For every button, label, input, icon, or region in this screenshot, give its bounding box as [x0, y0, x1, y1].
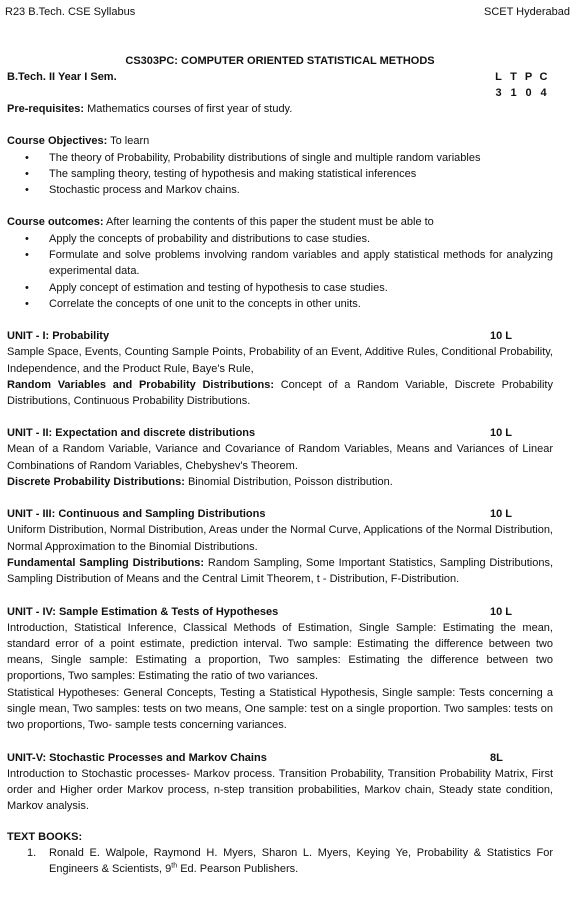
- page-header: [5, 6, 570, 20]
- course-outcomes: [7, 214, 553, 312]
- ltpc-value-c: 4: [540, 87, 547, 99]
- ltpc-header-p: P: [524, 71, 533, 83]
- unit-body: Introduction, Statistical Inference, Classical Methods of Estimation, Single Sample: Estimating the mean, standard error of a point estimate, prediction interval. Two sample: Estimating the difference between two means, Single sample: Estimating a proportion, Two samples: Estimating the difference between two proportions, Two samples: Estimating the ratio of two variances.: [7, 621, 553, 683]
- unit-1-heading: [7, 328, 553, 344]
- prerequisites-label: Pre-requisites:: [7, 103, 85, 115]
- unit-1: [7, 328, 553, 409]
- ltpc-header-l: L: [495, 71, 502, 83]
- outcomes-list: [7, 231, 553, 312]
- outcomes-heading: [7, 214, 553, 230]
- unit-3: [7, 506, 553, 587]
- unit-hours: 8L: [490, 751, 503, 764]
- ltpc-value-l: 3: [495, 87, 502, 99]
- objectives-heading: [7, 133, 553, 149]
- ltpc-header-c: C: [539, 71, 548, 83]
- unit-body: Uniform Distribution, Normal Distribution, Areas under the Normal Curve, Applications of the Normal Distribution, Normal Approximation to the Binomial Distributions.: [7, 524, 553, 553]
- list-item: • The sampling theory, testing of hypothesis and making statistical inferences: [49, 166, 553, 182]
- objectives-intro: To learn: [110, 135, 150, 148]
- textbook-edition-sup: th: [171, 862, 178, 870]
- course-title: CS303PC: COMPUTER ORIENTED STATISTICAL METHODS: [125, 55, 435, 67]
- outcomes-intro: After learning the contents of this paper the student must be able to: [106, 216, 434, 229]
- unit-title: UNIT-V: Stochastic Processes and Markov Chains: [7, 751, 267, 764]
- unit-subsection: Statistical Hypotheses: General Concepts, Testing a Statistical Hypothesis, Single sample: Tests concerning a single mean, Two samples: tests on two means, One sample: test on a single proportion. Two samples: tests on two proportions, Two- sample tests concerning variances.: [7, 686, 553, 732]
- unit-2-heading: [7, 425, 553, 441]
- ltpc-headers: [491, 69, 551, 85]
- textbooks-list: [7, 845, 553, 878]
- unit-2: [7, 425, 553, 490]
- prerequisites-text: Mathematics courses of first year of study.: [87, 103, 293, 115]
- objectives-list: [7, 150, 553, 199]
- document-body: [7, 53, 553, 877]
- unit-body: Introduction to Stochastic processes- Markov process. Transition Probability, Transition Probability Matrix, First order and Higher order Markov process, n-step transition probabilities, Markov chain, Steady state condition, Markov analysis.: [7, 767, 553, 813]
- prerequisites: [7, 101, 553, 117]
- unit-5: [7, 750, 553, 815]
- objectives-label: Course Objectives:: [7, 135, 108, 148]
- textbooks-heading: [7, 829, 553, 845]
- ltpc-header-t: T: [510, 71, 517, 83]
- unit-4: [7, 604, 553, 734]
- textbook-text: Ronald E. Walpole, Raymond H. Myers, Sharon L. Myers, Keying Ye, Probability & Statistics For Engineers & Scientists, 9: [49, 846, 553, 876]
- list-item: • Apply concept of estimation and testing of hypothesis to case studies.: [49, 280, 553, 296]
- unit-subsection: [7, 474, 553, 490]
- ltpc-table: [491, 69, 551, 101]
- unit-hours: 10 L: [490, 427, 513, 440]
- unit-subsection: [7, 555, 553, 588]
- header-right: SCET Hyderabad: [483, 6, 570, 18]
- list-item: • The theory of Probability, Probability distributions of single and multiple random variables: [49, 150, 553, 166]
- unit-sub-text: Binomial Distribution, Poisson distribution.: [187, 476, 393, 489]
- semester-label: B.Tech. II Year I Sem.: [7, 71, 117, 83]
- list-item: • Correlate the concepts of one unit to the concepts in other units.: [49, 296, 553, 312]
- unit-title: UNIT - III: Continuous and Sampling Distributions: [7, 508, 266, 521]
- unit-subsection: [7, 377, 553, 410]
- unit-sub-label: Discrete Probability Distributions:: [7, 476, 185, 489]
- unit-title: UNIT - II: Expectation and discrete distributions: [7, 427, 256, 440]
- ltpc-values: [491, 85, 551, 101]
- outcomes-label: Course outcomes:: [7, 216, 104, 229]
- ltpc-value-t: 1: [510, 87, 517, 99]
- textbook-number: 1.: [27, 846, 37, 859]
- unit-hours: 10 L: [490, 330, 513, 343]
- list-item: • Stochastic process and Markov chains.: [49, 182, 553, 198]
- unit-3-heading: [7, 506, 553, 522]
- list-item: [27, 845, 553, 878]
- unit-5-heading: [7, 750, 553, 766]
- unit-hours: 10 L: [490, 605, 513, 618]
- list-item: • Formulate and solve problems involving random variables and apply statistical methods for analyzing experimental data.: [49, 247, 553, 280]
- unit-4-heading: [7, 604, 553, 620]
- list-item: • Apply the concepts of probability and distributions to case studies.: [49, 231, 553, 247]
- text-books: [7, 829, 553, 878]
- textbook-text-end: Ed. Pearson Publishers.: [177, 863, 299, 876]
- course-objectives: [7, 133, 553, 198]
- unit-body: Sample Space, Events, Counting Sample Points, Probability of an Event, Additive Rules, Conditional Probability, Independence, and the Product Rule, Baye's Rule,: [7, 346, 553, 375]
- unit-hours: 10 L: [490, 508, 513, 521]
- ltpc-value-p: 0: [525, 87, 532, 99]
- unit-sub-label: Fundamental Sampling Distributions:: [7, 556, 205, 569]
- textbooks-label: TEXT BOOKS:: [7, 830, 83, 843]
- unit-title: UNIT - IV: Sample Estimation & Tests of Hypotheses: [7, 605, 279, 618]
- unit-sub-label: Random Variables and Probability Distributions:: [7, 378, 274, 391]
- header-left: R23 B.Tech. CSE Syllabus: [5, 6, 136, 18]
- unit-sub-text: Concept of a Random Variable, Discrete Probability Distributions, Continuous Probability Distributions.: [7, 378, 553, 408]
- semester-row: [7, 69, 553, 99]
- unit-body: Mean of a Random Variable, Variance and Covariance of Random Variables, Means and Variances of Linear Combinations of Random Variables, Chebyshev's Theorem.: [7, 443, 553, 472]
- unit-title: UNIT - I: Probability: [7, 330, 110, 343]
- unit-sub-text: Random Sampling, Some Important Statistics, Sampling Distributions, Sampling Distribution of Means and the Central Limit Theorem, t - Distribution, F-Distribution.: [7, 556, 554, 586]
